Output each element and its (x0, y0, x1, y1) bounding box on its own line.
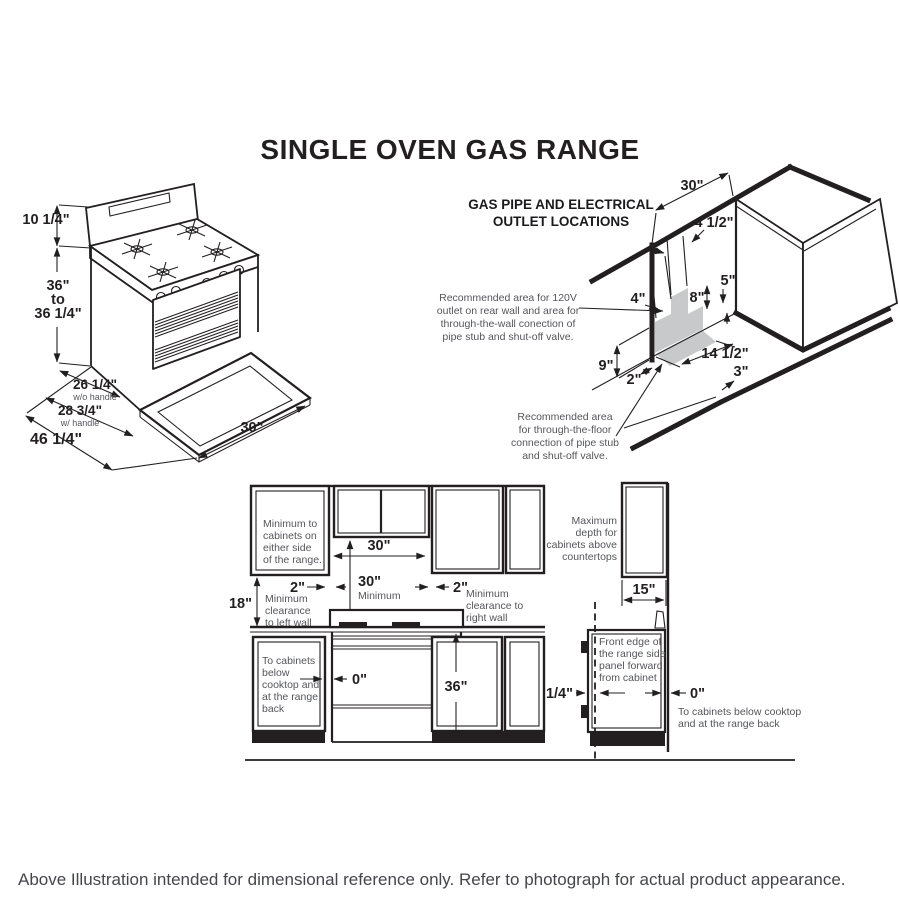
dim-floor-offset: 2" (626, 372, 642, 388)
gas-pipe-outlet-view (437, 167, 897, 462)
note-wall-line-4: pipe stub and shut-off valve. (442, 331, 574, 343)
dim-above-cooktop: 30" (358, 574, 382, 590)
dim-counter-height: 36" (444, 679, 468, 695)
dim-cooktop-height-1: 36" (46, 278, 70, 294)
toe-kick-right (432, 731, 545, 743)
note-side-cab-2: cabinets on (263, 530, 317, 542)
note-wall-line-3: through-the-wall conection of (440, 318, 576, 330)
dim-right-gap: 5" (720, 273, 736, 289)
note-wall-line-1: Recommended area for 120V (439, 292, 577, 304)
note-max-depth-1: Maximum (571, 515, 617, 527)
note-zero-side-2: and at the range back (678, 718, 780, 730)
adjacent-cabinet (736, 167, 897, 350)
upper-cabinet-center (334, 486, 429, 537)
note-below-2: below (262, 667, 290, 679)
note-left-wall-1: Minimum (265, 593, 308, 605)
side-upper-cabinet (622, 483, 667, 577)
dim-cooktop-height-2: to (51, 292, 65, 308)
dim-total-depth: 46 1/4" (29, 431, 83, 448)
base-cabinet-far-right (505, 637, 544, 731)
note-floor-line-2: for through-the-floor (518, 424, 612, 436)
note-right-wall-3: right wall (466, 612, 508, 624)
note-below-4: at the range (262, 691, 319, 703)
note-side-cab-3: either side (263, 542, 312, 554)
dim-opening-width: 30" (367, 538, 391, 554)
dim-left-clearance: 2" (290, 580, 305, 596)
note-floor-line-1: Recommended area (517, 411, 613, 423)
note-front-edge-4: from cabinet (599, 672, 657, 684)
dim-top-offset: 4 1/2" (694, 215, 734, 231)
note-below-5: back (262, 703, 285, 715)
note-zero-side-1: To cabinets below cooktop (678, 706, 802, 718)
dim-above-cooktop-note: Minimum (358, 590, 401, 602)
dim-zero-side: 0" (690, 686, 705, 702)
disclaimer-text: Above Illustration intended for dimensional reference only. Refer to photograph for actual product appearance. (18, 870, 846, 889)
page-title: SINGLE OVEN GAS RANGE (260, 134, 640, 165)
dim-right-clearance: 2" (453, 580, 468, 596)
gas-heading-1: GAS PIPE AND ELECTRICAL (468, 197, 654, 212)
side-view (546, 483, 801, 762)
dim-backsplash-height: 10 1/4" (22, 212, 70, 228)
dim-front-edge-offset: 1/4" (545, 686, 573, 702)
note-front-edge-2: the range side (599, 648, 666, 660)
dim-wall-height: 9" (598, 358, 614, 374)
dim-area-height: 8" (689, 290, 705, 306)
dim-floor-width: 14 1/2" (701, 346, 749, 362)
dim-range-width: 30" (240, 420, 264, 436)
isometric-range-view (22, 184, 310, 470)
clearance-elevation-view (229, 486, 545, 743)
dim-upper-cab-height: 18" (228, 596, 252, 612)
dim-depth-with-handle-note: w/ handle (60, 418, 100, 428)
dim-floor-front: 3" (733, 364, 749, 380)
note-below-3: cooktop and (262, 679, 320, 691)
dim-wall-width: 30" (680, 178, 704, 194)
note-front-edge-1: Front edge of (599, 636, 662, 648)
dim-depth-no-handle-note: w/o handle (73, 392, 117, 402)
upper-cabinet-right (432, 486, 503, 573)
dim-cabinet-depth: 15" (632, 582, 656, 598)
note-max-depth-4: countertops (562, 551, 617, 563)
upper-cabinet-far-right (506, 486, 544, 573)
note-side-cab-1: Minimum to (263, 518, 318, 530)
note-floor-line-4: and shut-off valve. (522, 450, 608, 462)
note-wall-line-2: outlet on rear wall and area for (436, 305, 580, 317)
toe-kick-left (252, 731, 325, 743)
note-floor-line-3: connection of pipe stub (511, 437, 619, 449)
dim-area-width: 4" (630, 291, 646, 307)
note-right-wall-1: Minimum (466, 588, 509, 600)
dim-depth-no-handle: 26 1/4" (73, 377, 117, 392)
dim-depth-with-handle: 28 3/4" (58, 403, 102, 418)
note-max-depth-2: depth for (575, 527, 617, 539)
note-side-cab-4: of the range. (263, 554, 322, 566)
note-front-edge-3: panel forward (599, 660, 663, 672)
note-right-wall-2: clearance to (466, 600, 524, 612)
note-below-1: To cabinets (262, 655, 316, 667)
dim-cooktop-height-3: 36 1/4" (34, 306, 82, 322)
dim-zero-clearance: 0" (352, 672, 367, 688)
note-left-wall-2: clearance (265, 605, 311, 617)
gas-heading-2: OUTLET LOCATIONS (492, 214, 630, 229)
note-max-depth-3: cabinets above (546, 539, 617, 551)
note-left-wall-3: to left wall (265, 617, 312, 629)
